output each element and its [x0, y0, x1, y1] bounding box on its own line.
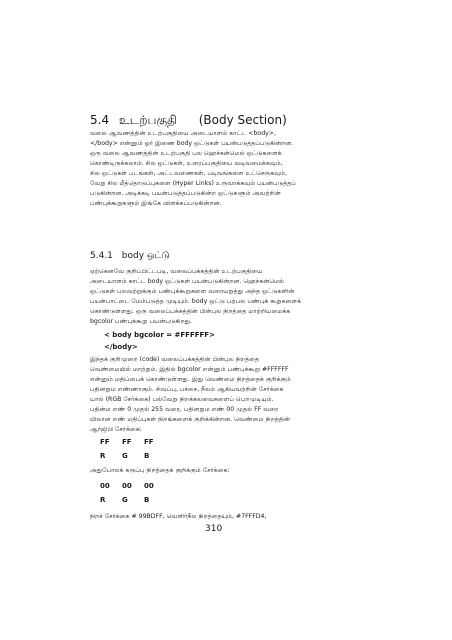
rgb-value: FF [122, 438, 132, 446]
black-rgb-values [100, 482, 166, 490]
text-line: பயன்பாட்டை மேம்படுத்த முடியும். body ஒட்டு பற்பல பண்புக் கூறுகளைக் [90, 298, 302, 305]
text-line: ஆர்ஜிபி சேர்க்கை: [90, 426, 142, 433]
text-line: ஒரு வலை ஆவணத்தின் உடற்பகுதி பல ஹெச்கன்மெல் ஒட்டுகளைக் [90, 150, 282, 157]
text-line: என்னும் மதிப்பைக் கொண்டுள்ளது. இது வெண்மை நிறத்தைக் குறிக்கும் [90, 376, 291, 383]
text-line: வெண்மையில் மாற்றும். இதில் bgcolor என்னும் பண்புக்கூறு #FFFFFF [90, 366, 289, 373]
paragraph-bgcolor-explanation [90, 355, 370, 435]
paragraph-black [90, 466, 370, 476]
rgb-letter: G [122, 496, 128, 504]
paragraph-color-combination [90, 512, 370, 522]
paragraph-body-tag [90, 267, 370, 327]
white-rgb-letters [100, 452, 166, 460]
subsection-number: 5.4.1 [90, 251, 113, 261]
section-number: 5.4 [90, 113, 110, 127]
white-rgb-values [100, 438, 166, 446]
text-line: யிலான எண் மதிப்புகள் நிறங்களைக் குறிக்கின்றன. வெண்மை நிறத்தின் [90, 416, 291, 423]
page-number: 310 [205, 524, 223, 534]
section-title: உடற்பகுதி [118, 113, 177, 127]
rgb-letter: R [100, 496, 106, 504]
subsection-heading [90, 251, 170, 262]
code-open-tag: < body bgcolor = #FFFFFF> [104, 331, 215, 339]
text-line: வலை ஆவணத்தின் உடற்பகுதியை அடையாளம் காட்ட <body>, [90, 130, 276, 137]
rgb-letter: G [122, 452, 128, 460]
subsection-title: body ஒட்டு [121, 251, 170, 261]
text-line: </body> என்னும் ஓர் இணை body ஒட்டுகள் பயன்படுத்தப்படுகின்றன. [90, 140, 294, 147]
text-line: இந்தக் குறிமுறை (code) வலைப்பக்கத்தின் பின்புல நிறத்தை [90, 356, 260, 363]
text-line: சில ஒட்டுகள் படங்கள், அட்டவணைகள், படிவங்களை உட்செருகவும், [90, 170, 287, 177]
rgb-letter: B [144, 452, 150, 460]
text-line: கொண்டிருக்கலாம். சில ஒட்டுகள், உரைப்பகுதியை வடிவமைக்கவும், [90, 160, 283, 167]
text-line: ஏற்கெனவே குறிப்பிட்டபடி, வலைப்பக்கத்தின் உடற்பகுதியை [90, 268, 263, 275]
rgb-letter: B [144, 496, 150, 504]
text-line: பதின்ம எண் 0 முதல் 255 வரை, பதினறும எண் 00 முதல் FF வரை [90, 406, 279, 413]
code-close-tag: </body> [104, 343, 138, 351]
text-line: படுகின்றன. அடிக்கடி பயன்படுத்தப்படுகின்ற ஒட்டுகளும் அவற்றின் [90, 190, 281, 197]
black-rgb-letters [100, 496, 166, 504]
text-line: யால் (RGB சேர்க்கை) பல்வேறு நிறக்கலவைகளைப் பெறமுடியும். [90, 396, 274, 403]
rgb-value: 00 [144, 482, 154, 490]
text-line: நிறச் சேர்க்கை # 99BDFF, வெளிர்நீல நிறத்தையும், #7FFFD4, [90, 513, 267, 520]
section-heading [90, 113, 287, 129]
text-line: கொண்டுள்ளது. ஒரு வலைப்பக்கத்தின் பின்புல நிறத்தை மாற்றியமைக்க [90, 308, 291, 315]
rgb-value: 00 [122, 482, 132, 490]
rgb-value: FF [144, 438, 154, 446]
rgb-value: FF [100, 438, 110, 446]
rgb-letter: R [100, 452, 106, 460]
text-line: பதினறும எண்ணாகும். சிவப்பு, பச்சை, நீலம் ஆகியவற்றின் சேர்க்கை [90, 386, 284, 393]
paragraph-body-section [90, 129, 370, 209]
section-english-title: (Body Section) [198, 113, 287, 127]
text-line: அதுபோலக் கருப்பு நிறத்தைக் குறிக்கும் சேர்க்கை: [90, 467, 230, 474]
text-line: வேறு சில மீத்தொடுப்புகளை (Hyper Links) உருவாக்கவும் பயன்படுத்தப் [90, 180, 296, 187]
text-line: பண்புக்கூறுகளும் இங்கே விளக்கப்படுகின்றன. [90, 200, 222, 207]
text-line: ஒட்டுகள் பலவற்றுக்கும் பண்புக்கூறுகளை வரையறுத்து அந்த ஒட்டுகளின் [90, 288, 295, 295]
rgb-value: 00 [100, 482, 110, 490]
text-line: bgcolor பண்புக்கூறு பயன்படுகிறது. [90, 318, 193, 325]
text-line: அடையாளம் காட்ட body ஒட்டுகள் பயன்படுகின்றன. ஹெச்சுன்மெல் [90, 278, 285, 285]
